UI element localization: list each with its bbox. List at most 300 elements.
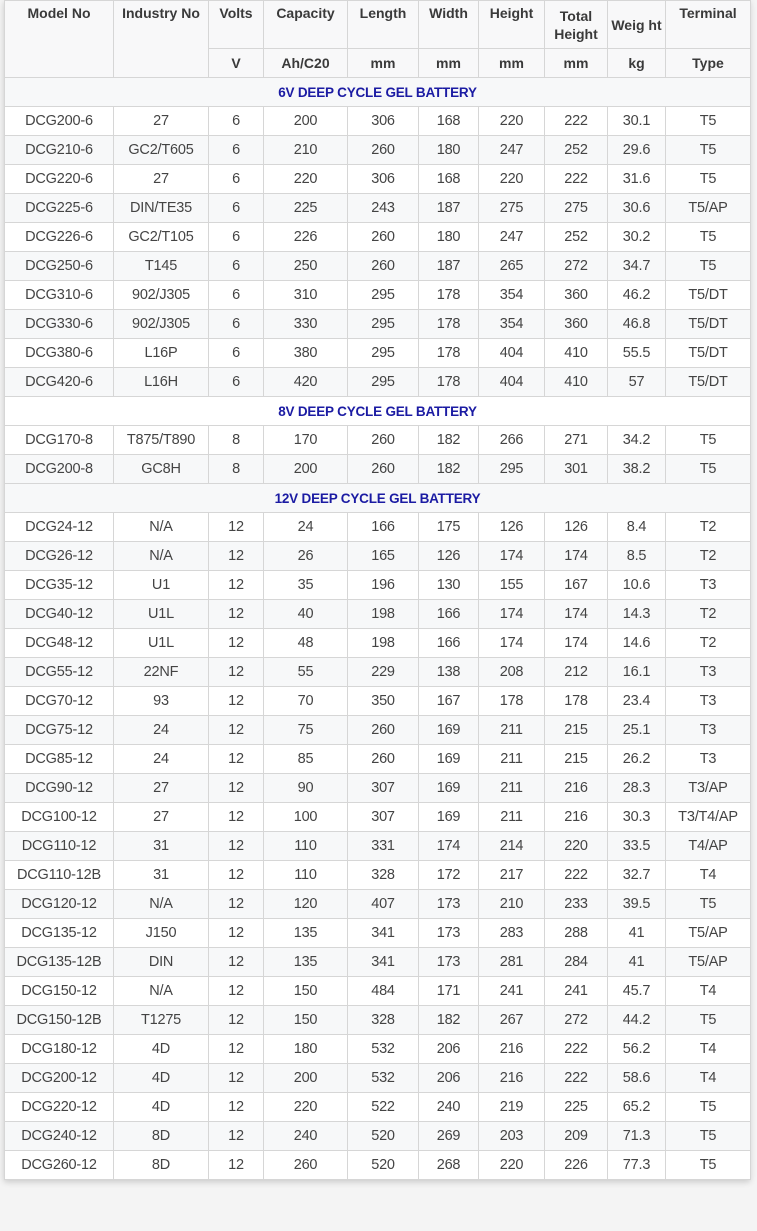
cell-terminal-type: T5/DT [666, 339, 751, 368]
cell-weight: 30.6 [608, 194, 666, 223]
cell-total-height: 284 [545, 948, 608, 977]
cell-capacity: 226 [264, 223, 348, 252]
cell-volts: 12 [209, 832, 264, 861]
cell-capacity: 150 [264, 1006, 348, 1035]
cell-total-height: 275 [545, 194, 608, 223]
cell-total-height: 226 [545, 1151, 608, 1180]
cell-weight: 14.3 [608, 600, 666, 629]
col-header-height: Height [479, 1, 545, 49]
cell-industry-no: 27 [114, 774, 209, 803]
cell-capacity: 330 [264, 310, 348, 339]
table-row [5, 455, 751, 484]
cell-volts: 12 [209, 1035, 264, 1064]
cell-capacity: 85 [264, 745, 348, 774]
cell-total-height: 410 [545, 339, 608, 368]
cell-volts: 8 [209, 455, 264, 484]
cell-length: 196 [348, 571, 419, 600]
cell-weight: 8.4 [608, 513, 666, 542]
cell-width: 240 [419, 1093, 479, 1122]
cell-total-height: 301 [545, 455, 608, 484]
cell-total-height: 209 [545, 1122, 608, 1151]
cell-length: 306 [348, 107, 419, 136]
cell-height: 404 [479, 339, 545, 368]
cell-industry-no: 4D [114, 1093, 209, 1122]
cell-terminal-type: T5/DT [666, 368, 751, 397]
cell-height: 211 [479, 803, 545, 832]
col-header-total-height: Total Height [545, 1, 608, 49]
cell-length: 166 [348, 513, 419, 542]
cell-industry-no: 8D [114, 1122, 209, 1151]
cell-volts: 12 [209, 1093, 264, 1122]
cell-capacity: 250 [264, 252, 348, 281]
cell-width: 166 [419, 629, 479, 658]
table-row [5, 223, 751, 252]
cell-height: 208 [479, 658, 545, 687]
table-row [5, 281, 751, 310]
cell-volts: 12 [209, 658, 264, 687]
cell-terminal-type: T5/DT [666, 310, 751, 339]
cell-height: 265 [479, 252, 545, 281]
cell-height: 275 [479, 194, 545, 223]
table-row [5, 890, 751, 919]
cell-terminal-type: T3 [666, 716, 751, 745]
cell-model-no: DCG200-8 [5, 455, 114, 484]
table-row [5, 832, 751, 861]
cell-volts: 8 [209, 426, 264, 455]
cell-model-no: DCG35-12 [5, 571, 114, 600]
cell-width: 182 [419, 455, 479, 484]
cell-model-no: DCG250-6 [5, 252, 114, 281]
cell-total-height: 216 [545, 774, 608, 803]
cell-width: 182 [419, 1006, 479, 1035]
cell-capacity: 420 [264, 368, 348, 397]
cell-capacity: 110 [264, 832, 348, 861]
table-row [5, 339, 751, 368]
cell-width: 126 [419, 542, 479, 571]
cell-industry-no: 22NF [114, 658, 209, 687]
table-row [5, 977, 751, 1006]
table-row [5, 194, 751, 223]
table-row [5, 658, 751, 687]
cell-total-height: 174 [545, 600, 608, 629]
cell-height: 211 [479, 745, 545, 774]
cell-total-height: 215 [545, 716, 608, 745]
cell-total-height: 252 [545, 223, 608, 252]
cell-volts: 12 [209, 571, 264, 600]
cell-volts: 12 [209, 977, 264, 1006]
cell-width: 130 [419, 571, 479, 600]
cell-industry-no: N/A [114, 542, 209, 571]
cell-terminal-type: T3/T4/AP [666, 803, 751, 832]
cell-capacity: 48 [264, 629, 348, 658]
cell-capacity: 180 [264, 1035, 348, 1064]
cell-industry-no: T875/T890 [114, 426, 209, 455]
cell-volts: 6 [209, 339, 264, 368]
cell-terminal-type: T4 [666, 977, 751, 1006]
table-row [5, 542, 751, 571]
cell-terminal-type: T4/AP [666, 832, 751, 861]
cell-volts: 12 [209, 1151, 264, 1180]
unit-width: mm [419, 49, 479, 78]
cell-length: 260 [348, 136, 419, 165]
cell-weight: 45.7 [608, 977, 666, 1006]
cell-model-no: DCG200-6 [5, 107, 114, 136]
cell-model-no: DCG240-12 [5, 1122, 114, 1151]
cell-length: 307 [348, 803, 419, 832]
cell-total-height: 212 [545, 658, 608, 687]
cell-width: 173 [419, 948, 479, 977]
cell-industry-no: 8D [114, 1151, 209, 1180]
cell-weight: 65.2 [608, 1093, 666, 1122]
cell-capacity: 200 [264, 455, 348, 484]
cell-height: 220 [479, 165, 545, 194]
cell-height: 155 [479, 571, 545, 600]
cell-industry-no: GC2/T605 [114, 136, 209, 165]
table-body [5, 78, 751, 1180]
cell-volts: 6 [209, 194, 264, 223]
cell-terminal-type: T3/AP [666, 774, 751, 803]
cell-industry-no: T1275 [114, 1006, 209, 1035]
cell-total-height: 225 [545, 1093, 608, 1122]
cell-volts: 12 [209, 919, 264, 948]
table-row [5, 368, 751, 397]
cell-height: 295 [479, 455, 545, 484]
cell-width: 178 [419, 339, 479, 368]
cell-height: 126 [479, 513, 545, 542]
cell-volts: 12 [209, 861, 264, 890]
cell-industry-no: L16H [114, 368, 209, 397]
cell-weight: 14.6 [608, 629, 666, 658]
table-row [5, 310, 751, 339]
table-row [5, 774, 751, 803]
cell-model-no: DCG150-12 [5, 977, 114, 1006]
cell-industry-no: N/A [114, 890, 209, 919]
table-row [5, 745, 751, 774]
cell-capacity: 70 [264, 687, 348, 716]
cell-length: 328 [348, 861, 419, 890]
cell-width: 187 [419, 252, 479, 281]
cell-total-height: 220 [545, 832, 608, 861]
cell-capacity: 35 [264, 571, 348, 600]
cell-length: 295 [348, 339, 419, 368]
cell-weight: 56.2 [608, 1035, 666, 1064]
table-row [5, 1006, 751, 1035]
section-title: 12V DEEP CYCLE GEL BATTERY [5, 484, 751, 513]
cell-height: 267 [479, 1006, 545, 1035]
cell-weight: 26.2 [608, 745, 666, 774]
cell-volts: 6 [209, 252, 264, 281]
cell-length: 229 [348, 658, 419, 687]
cell-length: 260 [348, 716, 419, 745]
cell-volts: 12 [209, 1006, 264, 1035]
cell-capacity: 100 [264, 803, 348, 832]
cell-capacity: 310 [264, 281, 348, 310]
table-row [5, 1035, 751, 1064]
cell-width: 171 [419, 977, 479, 1006]
cell-length: 341 [348, 919, 419, 948]
cell-capacity: 210 [264, 136, 348, 165]
cell-terminal-type: T3 [666, 687, 751, 716]
section-title: 8V DEEP CYCLE GEL BATTERY [5, 397, 751, 426]
cell-model-no: DCG200-12 [5, 1064, 114, 1093]
cell-volts: 6 [209, 368, 264, 397]
cell-height: 174 [479, 542, 545, 571]
cell-model-no: DCG310-6 [5, 281, 114, 310]
cell-volts: 12 [209, 1064, 264, 1093]
cell-terminal-type: T5 [666, 1151, 751, 1180]
cell-length: 260 [348, 252, 419, 281]
cell-height: 174 [479, 629, 545, 658]
cell-width: 168 [419, 165, 479, 194]
cell-volts: 12 [209, 513, 264, 542]
cell-capacity: 380 [264, 339, 348, 368]
cell-terminal-type: T4 [666, 1064, 751, 1093]
col-header-capacity: Capacity [264, 1, 348, 49]
cell-terminal-type: T5 [666, 107, 751, 136]
cell-model-no: DCG110-12 [5, 832, 114, 861]
cell-length: 295 [348, 310, 419, 339]
cell-length: 198 [348, 629, 419, 658]
cell-model-no: DCG55-12 [5, 658, 114, 687]
unit-length: mm [348, 49, 419, 78]
cell-model-no: DCG260-12 [5, 1151, 114, 1180]
cell-terminal-type: T5 [666, 223, 751, 252]
table-header [5, 1, 751, 78]
cell-weight: 23.4 [608, 687, 666, 716]
cell-length: 407 [348, 890, 419, 919]
cell-total-height: 126 [545, 513, 608, 542]
unit-height: mm [479, 49, 545, 78]
cell-volts: 12 [209, 948, 264, 977]
cell-width: 269 [419, 1122, 479, 1151]
cell-length: 532 [348, 1064, 419, 1093]
cell-weight: 30.2 [608, 223, 666, 252]
cell-industry-no: GC8H [114, 455, 209, 484]
cell-height: 216 [479, 1064, 545, 1093]
cell-weight: 8.5 [608, 542, 666, 571]
cell-terminal-type: T2 [666, 629, 751, 658]
cell-capacity: 170 [264, 426, 348, 455]
cell-capacity: 135 [264, 948, 348, 977]
cell-height: 216 [479, 1035, 545, 1064]
cell-model-no: DCG220-12 [5, 1093, 114, 1122]
cell-width: 175 [419, 513, 479, 542]
cell-width: 169 [419, 716, 479, 745]
cell-length: 331 [348, 832, 419, 861]
cell-weight: 57 [608, 368, 666, 397]
cell-width: 138 [419, 658, 479, 687]
cell-model-no: DCG170-8 [5, 426, 114, 455]
cell-industry-no: 27 [114, 803, 209, 832]
cell-industry-no: DIN [114, 948, 209, 977]
cell-terminal-type: T5 [666, 136, 751, 165]
cell-total-height: 241 [545, 977, 608, 1006]
cell-capacity: 200 [264, 1064, 348, 1093]
unit-terminal-type: Type [666, 49, 751, 78]
cell-length: 328 [348, 1006, 419, 1035]
cell-total-height: 360 [545, 310, 608, 339]
cell-capacity: 135 [264, 919, 348, 948]
cell-weight: 71.3 [608, 1122, 666, 1151]
cell-width: 174 [419, 832, 479, 861]
cell-width: 166 [419, 600, 479, 629]
cell-model-no: DCG85-12 [5, 745, 114, 774]
cell-height: 247 [479, 136, 545, 165]
cell-terminal-type: T5/AP [666, 919, 751, 948]
cell-total-height: 271 [545, 426, 608, 455]
cell-length: 260 [348, 223, 419, 252]
col-header-weight: Weig ht [608, 1, 666, 49]
cell-terminal-type: T3 [666, 658, 751, 687]
cell-height: 354 [479, 310, 545, 339]
cell-capacity: 90 [264, 774, 348, 803]
col-header-model-no: Model No [5, 1, 114, 78]
cell-height: 210 [479, 890, 545, 919]
cell-volts: 12 [209, 716, 264, 745]
cell-weight: 41 [608, 919, 666, 948]
cell-length: 522 [348, 1093, 419, 1122]
cell-terminal-type: T3 [666, 745, 751, 774]
table-row [5, 1093, 751, 1122]
cell-volts: 6 [209, 165, 264, 194]
table-row [5, 600, 751, 629]
cell-width: 169 [419, 774, 479, 803]
cell-total-height: 167 [545, 571, 608, 600]
cell-capacity: 26 [264, 542, 348, 571]
col-header-volts: Volts [209, 1, 264, 49]
cell-height: 217 [479, 861, 545, 890]
cell-width: 173 [419, 919, 479, 948]
cell-terminal-type: T2 [666, 600, 751, 629]
section-header-row [5, 78, 751, 107]
cell-industry-no: 31 [114, 861, 209, 890]
cell-volts: 12 [209, 774, 264, 803]
cell-total-height: 360 [545, 281, 608, 310]
table-row [5, 1122, 751, 1151]
cell-length: 260 [348, 745, 419, 774]
cell-model-no: DCG70-12 [5, 687, 114, 716]
cell-weight: 29.6 [608, 136, 666, 165]
cell-height: 354 [479, 281, 545, 310]
cell-industry-no: L16P [114, 339, 209, 368]
cell-weight: 44.2 [608, 1006, 666, 1035]
cell-volts: 12 [209, 600, 264, 629]
cell-volts: 6 [209, 310, 264, 339]
cell-weight: 28.3 [608, 774, 666, 803]
table-row [5, 107, 751, 136]
cell-terminal-type: T5 [666, 1006, 751, 1035]
cell-volts: 12 [209, 629, 264, 658]
cell-weight: 33.5 [608, 832, 666, 861]
cell-total-height: 174 [545, 542, 608, 571]
cell-industry-no: 24 [114, 716, 209, 745]
cell-volts: 6 [209, 281, 264, 310]
cell-width: 187 [419, 194, 479, 223]
cell-width: 206 [419, 1064, 479, 1093]
header-row-labels [5, 1, 751, 49]
cell-model-no: DCG120-12 [5, 890, 114, 919]
cell-width: 168 [419, 107, 479, 136]
cell-model-no: DCG210-6 [5, 136, 114, 165]
cell-model-no: DCG48-12 [5, 629, 114, 658]
cell-length: 198 [348, 600, 419, 629]
cell-length: 520 [348, 1122, 419, 1151]
table-row [5, 136, 751, 165]
cell-width: 180 [419, 223, 479, 252]
cell-total-height: 215 [545, 745, 608, 774]
cell-width: 180 [419, 136, 479, 165]
cell-industry-no: N/A [114, 513, 209, 542]
unit-capacity: Ah/C20 [264, 49, 348, 78]
cell-height: 220 [479, 107, 545, 136]
cell-industry-no: U1L [114, 629, 209, 658]
cell-capacity: 24 [264, 513, 348, 542]
cell-weight: 25.1 [608, 716, 666, 745]
cell-weight: 30.3 [608, 803, 666, 832]
cell-width: 178 [419, 281, 479, 310]
cell-height: 241 [479, 977, 545, 1006]
cell-width: 169 [419, 803, 479, 832]
cell-capacity: 75 [264, 716, 348, 745]
cell-terminal-type: T5/AP [666, 948, 751, 977]
cell-capacity: 220 [264, 165, 348, 194]
cell-height: 266 [479, 426, 545, 455]
cell-volts: 6 [209, 107, 264, 136]
cell-weight: 38.2 [608, 455, 666, 484]
cell-terminal-type: T3 [666, 571, 751, 600]
cell-model-no: DCG90-12 [5, 774, 114, 803]
cell-length: 165 [348, 542, 419, 571]
cell-industry-no: 93 [114, 687, 209, 716]
cell-total-height: 272 [545, 252, 608, 281]
cell-terminal-type: T5/AP [666, 194, 751, 223]
cell-terminal-type: T2 [666, 542, 751, 571]
cell-volts: 12 [209, 890, 264, 919]
cell-weight: 16.1 [608, 658, 666, 687]
cell-length: 306 [348, 165, 419, 194]
cell-terminal-type: T4 [666, 861, 751, 890]
cell-terminal-type: T5 [666, 890, 751, 919]
cell-weight: 77.3 [608, 1151, 666, 1180]
cell-weight: 34.2 [608, 426, 666, 455]
cell-volts: 12 [209, 1122, 264, 1151]
cell-width: 268 [419, 1151, 479, 1180]
cell-model-no: DCG40-12 [5, 600, 114, 629]
cell-volts: 12 [209, 803, 264, 832]
cell-width: 172 [419, 861, 479, 890]
cell-length: 260 [348, 426, 419, 455]
cell-volts: 6 [209, 223, 264, 252]
cell-length: 520 [348, 1151, 419, 1180]
cell-model-no: DCG110-12B [5, 861, 114, 890]
cell-capacity: 240 [264, 1122, 348, 1151]
cell-model-no: DCG380-6 [5, 339, 114, 368]
cell-capacity: 260 [264, 1151, 348, 1180]
cell-height: 219 [479, 1093, 545, 1122]
cell-width: 167 [419, 687, 479, 716]
cell-height: 203 [479, 1122, 545, 1151]
cell-terminal-type: T5 [666, 455, 751, 484]
cell-terminal-type: T5 [666, 252, 751, 281]
cell-total-height: 272 [545, 1006, 608, 1035]
cell-model-no: DCG150-12B [5, 1006, 114, 1035]
table-row [5, 165, 751, 194]
section-header-row [5, 397, 751, 426]
cell-total-height: 174 [545, 629, 608, 658]
cell-length: 484 [348, 977, 419, 1006]
cell-length: 295 [348, 281, 419, 310]
cell-weight: 10.6 [608, 571, 666, 600]
